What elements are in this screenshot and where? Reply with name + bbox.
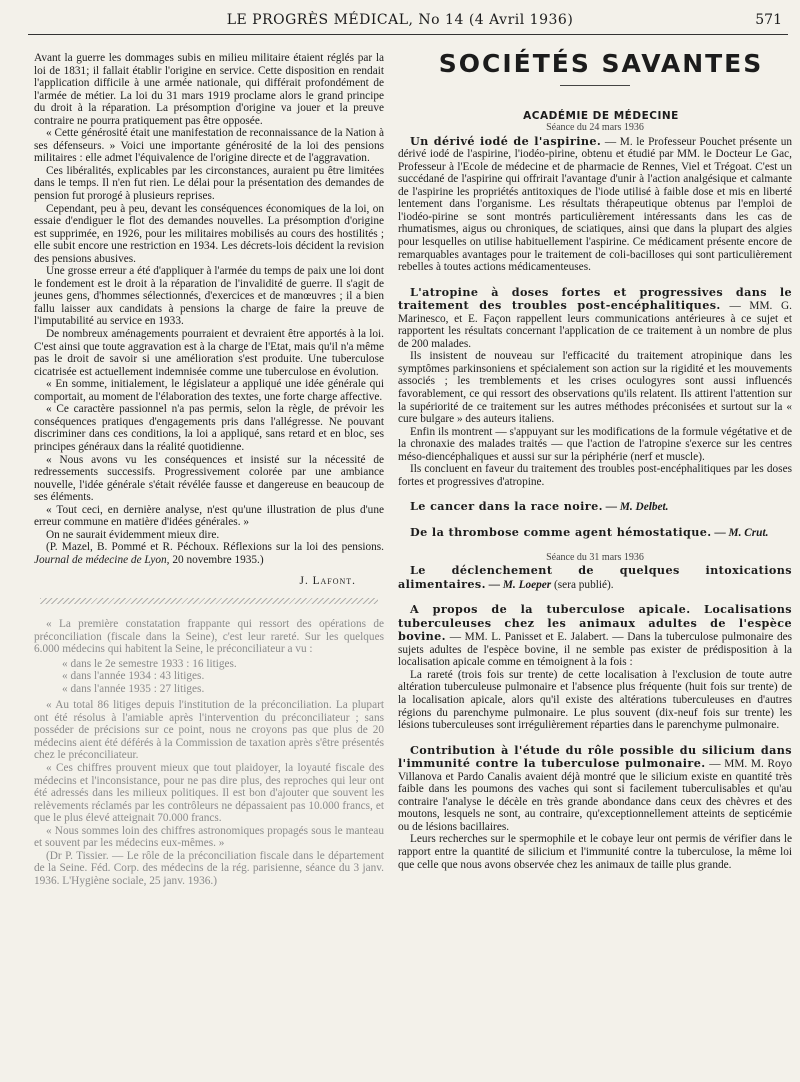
reference xyxy=(34,541,384,566)
article-title: Le déclenchement de quelques intoxications alimentaires. xyxy=(398,563,792,591)
faded-paragraph: « Ces chiffres prouvent mieux que tout plaidoyer, la loyauté fiscale des médecins et l'inconsistance, pour ne pas dire plus, des reproches qui leur ont été adressés dans les milieux politiques. Il est bon d'ajouter que souvent les relèvements réclamés par les contrôleurs ne dépassaient pas 10.000 francs, et que le plus élevé atteignait 70.000 francs. xyxy=(34,761,384,825)
paragraph: La rareté (trois fois sur trente) de cette localisation à l'exclusion de toute autre altération tuberculeuse pulmonaire et l'absence plus fréquente (huit fois sur trente) de la localisation apicale, alors qu'il existe des altérations tuberculeuses en d'autres régions du parenchyme pulmonaire. Le plus souvent (dix-neuf fois sur trente) les lésions tuberculeuses sont irrégulièrement réparties dans le parenchyme pulmonaire. xyxy=(398,668,792,732)
article-author: — M. Delbet. xyxy=(605,501,669,514)
article-title: Contribution à l'étude du rôle possible du silicium dans l'immunité contre la tuberculose pulmonaire. xyxy=(398,742,792,771)
journal-title: LE PROGRÈS MÉDICAL, No 14 (4 Avril 1936) xyxy=(226,12,574,28)
article-tuberculose-apicale xyxy=(398,603,792,731)
article-title: De la thrombose comme agent hémostatique. xyxy=(410,524,712,539)
article-cancer xyxy=(398,500,792,514)
article-note: (sera publié). xyxy=(554,578,614,591)
paragraph: Avant la guerre les dommages subis en milieu militaire étaient réglés par la loi de 1831; il fallait établir l'origine en service. Cette disposition en rendait l'application difficile à une armée nationale, qui différait profondément de l'armée de métier. La loi du 31 mars 1919 proclame alors le grand principe du droit à la réparation. La présomption d'origine va jouer et la preuve contraire ne pourra pratiquement pas être opposée. xyxy=(34,52,384,127)
faded-paragraph: « La première constatation frappante qui ressort des opérations de préconciliation (fiscale dans la Seine), c'est leur rareté. Sur les quelques 6.000 médecins qui habitent la Seine, le préconciliateur a vu : xyxy=(34,617,384,656)
reference-text: (P. Mazel, B. Pommé et R. Péchoux. Réflexions sur la loi des pensions. xyxy=(46,541,384,554)
article-title: A propos de la tuberculose apicale. Localisations tuberculeuses chez les animaux adultes de l'espèce bovine. xyxy=(398,602,792,644)
article-author: — M. Crut. xyxy=(714,526,769,539)
article-text: — MM. L. Panisset et E. Jalabert. — Dans la tuberculose pulmonaire des sujets adultes de l'espèce bovine, il ne semble pas exister de prédisposition à la localisation apicale comme en témoignent à la fois : xyxy=(398,631,793,669)
paragraph: « Nous avons vu les conséquences et insisté sur la nécessité de redressements successifs. Progressivement colorée par une ambiance nouvelle, l'idée générale s'était révélée fausse et dangereuse en beaucoup de ses éléments. xyxy=(34,453,384,504)
article-title: L'atropine à doses fortes et progressives dans le traitement des troubles post-encéphalitiques. xyxy=(398,284,792,313)
ornamental-separator xyxy=(40,598,378,604)
signature: J. Lafont. xyxy=(299,575,356,588)
session-date: Séance du 31 mars 1936 xyxy=(546,551,644,563)
paragraph: Cependant, peu à peu, devant les conséquences économiques de la loi, on essaie d'endiguer le flot des demandes nouvelles. La présomption d'origine est supprimée, en 1926, pour les militaires mobilisés au cours des hostilités ; elle subit encore une restriction en 1934. Les décrets-lois décident la revision des pensions abusives. xyxy=(34,202,384,265)
article-text: — MM. M. Royo Villanova et Pardo Canalis avaient déjà montré que le silicium existe en quantité très faible dans les poumons des vaches qui sont si facilement tuberculisables et qu'au contraire l'analyse le décèle en très grande abondance dans ceux des chèvres et des moutons, lesquels ne sont, au contraire, qu'exceptionnellement atteints de septicémie ou de lésions bacillaires. xyxy=(398,758,792,833)
article-silicium xyxy=(398,744,792,871)
article-atropine xyxy=(398,286,792,489)
article-author: — M. Loeper xyxy=(488,578,552,591)
left-column xyxy=(34,52,384,887)
page-number: 571 xyxy=(755,12,782,28)
reference-date: 20 novembre 1935.) xyxy=(172,553,264,566)
paragraph: « En somme, initialement, le législateur a appliqué une idée générale qui comportait, au moment de l'élaboration des textes, une forte charge affective. xyxy=(34,378,384,403)
paragraph: « Tout ceci, en dernière analyse, n'est qu'une illustration de plus d'une erreur commune en matière d'idées générales. » xyxy=(34,503,384,529)
article-aspirine xyxy=(398,135,792,274)
section-title: SOCIÉTÉS SAVANTES xyxy=(438,49,764,78)
paragraph: « Cette générosité était une manifestation de reconnaissance de la Nation à ses défenseurs. » Voici une importante générosité de la loi des pensions militaires : elle admet l'équivalence de l'origine directe et de l'aggravation. xyxy=(34,127,384,165)
faded-reference: (Dr P. Tissier. — Le rôle de la préconciliation fiscale dans le département de la Seine. Féd. Corp. des médecins de la rég. parisienne, séance du 3 janv. 1936. L'Hygiène sociale, 25 janv. 1936.) xyxy=(34,849,384,887)
faded-paragraph: « Au total 86 litiges depuis l'institution de la préconciliation. La plupart ont été résolus à l'amiable après l'intervention du préconciliateur ; sans posséder de précisions sur ce point, nous ne croyons pas que plus de 20 médecins aient été déférés à la Commission de taxation après s'être présentés chez le préconciliateur. xyxy=(34,699,384,762)
paragraph: Ils concluent en faveur du traitement des troubles post-encéphalitiques par les doses fortes et progressives d'atropine. xyxy=(398,463,792,488)
faded-paragraph: « Nous sommes loin des chiffres astronomiques propagés sous le manteau et souvent par les médecins eux-mêmes. » xyxy=(34,824,384,850)
faded-article xyxy=(34,618,384,887)
title-rule xyxy=(560,85,630,86)
article-thrombose xyxy=(398,526,792,540)
paragraph: « Ce caractère passionnel n'a pas permis, selon la règle, de prévoir les conséquences pratiques d'engagements pris dans l'allégresse. Ne pouvant discriminer dans ces conditions, la loi a appliqué, sans retard et en bloc, ses principes généraux dans la réalité quotidienne. xyxy=(34,403,384,453)
article-intoxications xyxy=(398,564,792,591)
session-date: Séance du 24 mars 1936 xyxy=(546,122,644,134)
paragraph: Ces libéralités, explicables par les circonstances, auraient pu être limitées dans le temps. Il n'en fut rien. Le délai pour la présentation des demandes de pension fut prorogé à plusieurs reprises. xyxy=(34,164,384,203)
paragraph: Enfin ils montrent — s'appuyant sur les modifications de la formule végétative et de la chronaxie des malades traités — que l'action de l'atropine s'exerce sur les centres méso-diencéphaliques et aussi sur sur la périphérie (nerf et muscle). xyxy=(398,425,792,463)
paragraph: Leurs recherches sur le spermophile et le cobaye leur ont permis de vérifier dans le rapport entre la quantité de silicium et l'immunité contre la tuberculose, la même loi que celle que nous avons observée chez les animaux de taille plus grande. xyxy=(398,833,792,871)
running-header xyxy=(0,8,800,34)
list-item: « dans l'année 1934 : 43 litiges. xyxy=(62,670,205,683)
paragraph: On ne saurait évidemment mieux dire. xyxy=(46,528,220,541)
litigation-list xyxy=(62,658,384,696)
list-item: « dans l'année 1935 : 27 litiges. xyxy=(62,682,205,695)
right-column xyxy=(398,49,793,871)
list-item: « dans le 2e semestre 1933 : 16 litiges. xyxy=(62,657,237,670)
paragraph: Ils insistent de nouveau sur l'efficacité du traitement atropinique dans les symptômes parkinsoniens et spécialement son action sur la rigidité et les mouvements associés ; les tremblements et les crises oculogyres sont aussi influencés favorablement, ce qui ressort des observations qu'ils relatent. Ils attirent l'attention sur la supériorité de ce traitement sur les autres méthodes préconisées et surtout sur la « cure bulgare » des auteurs italiens. xyxy=(398,350,792,426)
article-title: Le cancer dans la race noire. xyxy=(410,499,603,514)
academy-heading: ACADÉMIE DE MÉDECINE xyxy=(523,109,679,122)
paragraph: Une grosse erreur a été d'appliquer à l'armée du temps de paix une loi dont le fondement est le droit à la réparation de l'invalidité de guerre. Il s'agit de jeunes gens, d'hommes sélectionnés, d'exercices et de manœuvres ; il a bien fallu laisser aux candidats à pensions la charge de faire la preuve de l'imputabilité au service en 1933. xyxy=(34,265,384,328)
paragraph: De nombreux aménagements pourraient et devraient être apportés à la loi. C'est ainsi que toute aggravation est à la charge de l'Etat, mais qu'il n'a même pas le droit de savoir si une amélioration s'est produite. Une tuberculose cicatrisée est actuellement indemnisée comme une tuberculose en évolution. xyxy=(34,328,384,378)
article-text: — M. le Professeur Pouchet présente un dérivé iodé de l'aspirine, l'iodéo-pirine, obtenu et étudié par MM. le Docteur Le Gac, Professeur à l'Ecole de médecine et de pharmacie de Rennes, Viel et Trégoat. C'est un succédané de l'aspirine qui offrirait l'avantage d'unir à l'action analgésique et calmante de l'aspirine les propriétés antitoxiques de l'iode utilisé à faible dose et mis en liberté lentement dans l'organisme. Les résultats thérapeutique obtenus par l'emploi de l'iodéo-pirine se sont montrés particulièrement intéressants dans les cas de rhumatismes, aigus ou chroniques, de sciatiques, ainsi que dans la plupart des algies pour lesquelles on utilise habituellement l'aspirine. Ce médicament présente encore de remarquables avantages pour le traitement de coli-bacilloses qui sont particulièrement rebelles à toutes actions médicamenteuses. xyxy=(398,135,792,274)
article-title: Un dérivé iodé de l'aspirine. xyxy=(410,133,602,148)
article-text: — MM. G. Marinesco, et E. Façon rappellent leurs communications antérieures à ce sujet et rapportent les résultats concernant l'application de ce traitement à un nombre de plus de 200 malades. xyxy=(398,300,793,350)
header-rule xyxy=(28,34,788,35)
reference-journal: Journal de médecine de Lyon, xyxy=(34,553,170,566)
